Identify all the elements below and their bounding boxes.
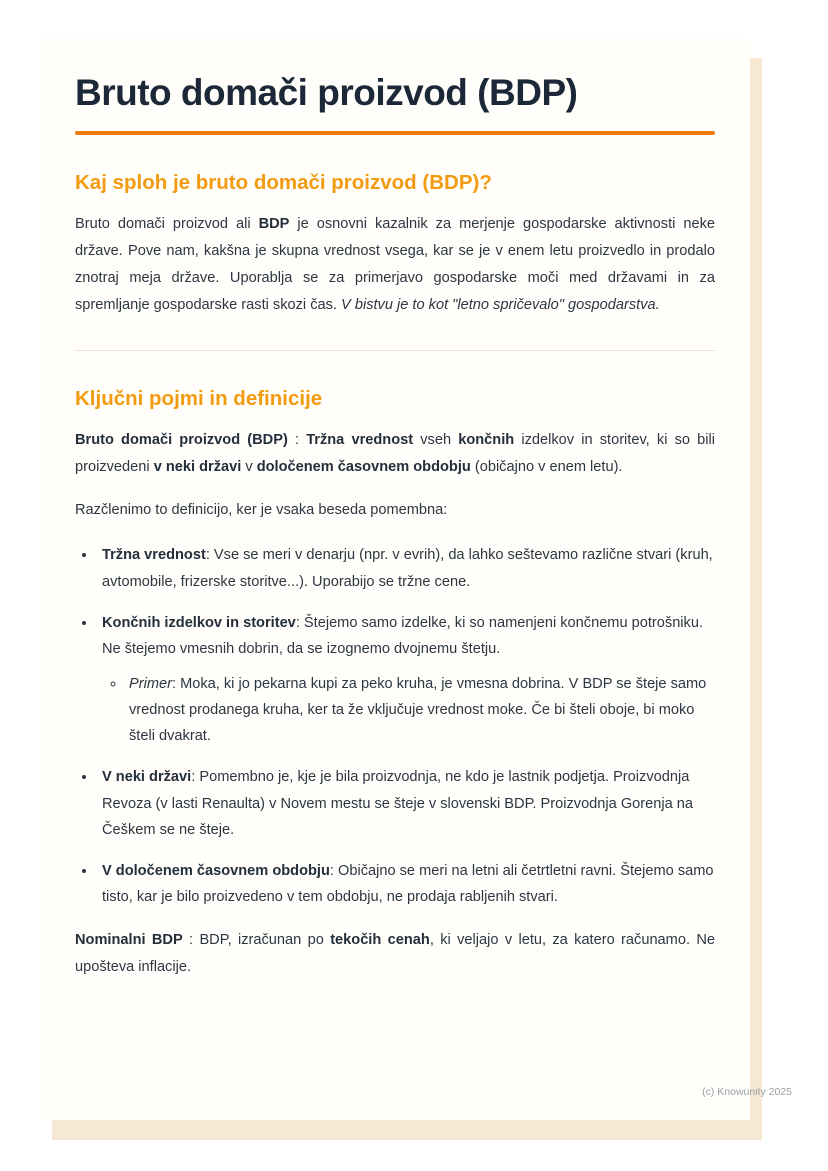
definition-paragraph — [75, 427, 715, 481]
bold-term: Končnih izdelkov in storitev — [102, 614, 296, 631]
text-segment: : Štejemo samo izdelke, ki so namenjeni končnemu potrošniku. Ne štejemo vmesnih dobrin, da se izognemo dvojnemu štetju. — [102, 614, 704, 658]
text-segment: (običajno v enem letu). — [470, 459, 623, 476]
text-segment: : Pomembno je, kje je bila proizvodnja, ne kdo je lastnik podjetja. Proizvodnja Revoza (v lasti Renaulta) v Novem mestu se šteje v slovenski BDP. Proizvodnja Gorenja na Češkem se ne šteje. — [102, 769, 694, 838]
text-segment: , ki veljajo v letu, za katero računamo. Ne upošteva inflacije. — [75, 931, 716, 975]
bold-term: BDP — [258, 215, 290, 232]
italic-term: Primer — [129, 675, 172, 692]
bold-term: Nominalni BDP — [75, 931, 183, 948]
nominal-bdp-paragraph — [75, 927, 715, 981]
list-item-v-neki-drzavi — [97, 764, 715, 843]
bold-term: Bruto domači proizvod (BDP) — [75, 432, 288, 449]
text-segment: Bruto domači proizvod ali — [75, 215, 259, 232]
text-segment: : Vse se meri v denarju (npr. v evrih), da lahko seštevamo različne stvari (kruh, avtomobile, frizerske storitve...). Uporabijo se tržne cene. — [102, 547, 713, 590]
text-segment: : BDP, izračunan po — [182, 931, 331, 948]
text-segment: v — [241, 459, 257, 476]
title-rule — [75, 131, 715, 135]
definition-list — [97, 542, 715, 910]
copyright-notice: (c) Knowunity 2025 — [702, 1086, 792, 1098]
text-segment: : Moka, ki jo pekarna kupi za peko kruha, je vmesna dobrina. V BDP se šteje samo vrednost prodanega kruha, ker ta že vključuje vrednost moke. Če bi šteli oboje, bi moko šteli dvakrat. — [129, 675, 707, 745]
list-item-casovno-obdobje — [97, 858, 715, 911]
intro-paragraph — [75, 211, 715, 319]
lead-paragraph: Razčlenimo to definicijo, ker je vsaka beseda pomembna: — [75, 502, 448, 519]
bold-term: določenem časovnem obdobju — [256, 459, 471, 476]
page-title: Bruto domači proizvod (BDP) — [75, 72, 578, 113]
text-segment: : — [287, 432, 307, 449]
text-segment: izdelkov in storitev, ki so bili proizvedeni — [75, 432, 715, 476]
example-sublist — [126, 671, 715, 750]
list-item-koncni-izdelki — [97, 610, 715, 749]
bold-term: Tržna vrednost — [102, 547, 206, 564]
bold-term: Tržna vrednost — [306, 432, 414, 449]
bold-term: končnih — [458, 432, 515, 449]
text-segment: je osnovni kazalnik za merjenje gospodarske aktivnosti neke države. Pove nam, kakšna je skupna vrednost vsega, kar se je v enem letu proizvedlo in prodalo znotraj meja države. Uporablja se za primerjavo gospodarske moči med državami in za spremljanje gospodarske rasti skozi čas. — [75, 215, 715, 313]
bold-term: v neki državi — [153, 459, 242, 476]
section-heading-definitions: Ključni pojmi in definicije — [75, 387, 323, 411]
bold-term: V neki državi — [102, 769, 192, 786]
bold-term: V določenem časovnem obdobju — [102, 863, 330, 880]
section-divider — [75, 350, 715, 351]
italic-note: V bistvu je to kot "letno spričevalo" gospodarstva. — [341, 296, 660, 313]
text-segment: : Običajno se meri na letni ali četrtletni ravni. Štejemo samo tisto, kar je bilo proizvedeno v tem obdobju, ne prodaja rabljenih stvari. — [102, 863, 714, 906]
list-item-trzna-vrednost — [97, 542, 715, 595]
bold-term: tekočih cenah — [330, 931, 430, 948]
text-segment: vseh — [413, 432, 459, 449]
sub-list-item-primer — [126, 671, 715, 750]
document-page — [40, 38, 792, 1120]
section-heading-intro: Kaj sploh je bruto domači proizvod (BDP)? — [75, 170, 492, 194]
